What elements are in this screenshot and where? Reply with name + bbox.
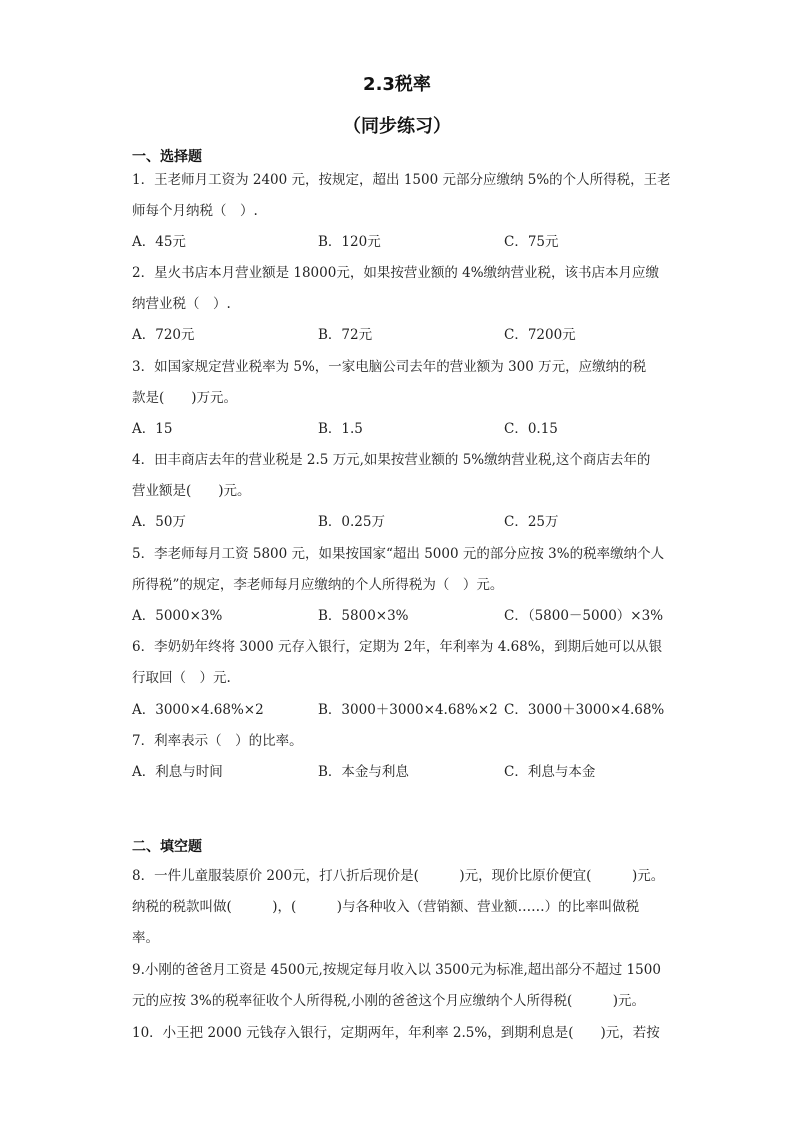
question-1-line-2: 师每个月纳税（ ）. [132, 203, 258, 219]
question-7-line-1: 7．利率表示（ ）的比率。 [132, 733, 303, 749]
page-subtitle: （同步练习） [343, 116, 451, 137]
section-multiple-choice: 一、选择题 [132, 149, 202, 165]
question-3-option-a: A．15 [132, 421, 173, 437]
question-5-option-b: B．5800×3% [318, 608, 409, 624]
question-2-option-b: B．72元 [318, 327, 373, 343]
question-4-option-c: C．25万 [504, 514, 559, 530]
question-5-option-a: A．5000×3% [132, 608, 223, 624]
question-2-line-2: 纳营业税（ ）. [132, 296, 231, 312]
question-3-line-1: 3．如国家规定营业税率为 5%，一家电脑公司去年的营业额为 300 万元，应缴纳的税 [132, 359, 647, 375]
question-7-option-a: A．利息与时间 [132, 764, 223, 780]
question-4-line-1: 4．田丰商店去年的营业税是 2.5 万元,如果按营业额的 5%缴纳营业税,这个商店去年的 [132, 452, 651, 468]
question-1-option-a: A．45元 [132, 234, 186, 250]
question-3-option-c: C．0.15 [504, 421, 558, 437]
section-fill-in-blank: 二、填空题 [132, 839, 202, 855]
question-3-line-2: 款是( )万元。 [132, 390, 238, 406]
question-4-option-a: A．50万 [132, 514, 186, 530]
question-6-option-b: B．3000＋3000×4.68%×2 [318, 702, 498, 718]
question-8-line-3: 率。 [132, 930, 159, 946]
question-1-option-b: B．120元 [318, 234, 381, 250]
question-6-option-c: C．3000＋3000×4.68% [504, 702, 665, 718]
question-2-option-a: A．720元 [132, 327, 195, 343]
question-5-option-c: C．（5800－5000）×3% [504, 608, 664, 624]
question-2-option-c: C．7200元 [504, 327, 576, 343]
question-7-option-b: B．本金与利息 [318, 764, 409, 780]
question-1-option-c: C．75元 [504, 234, 559, 250]
question-2-line-1: 2．星火书店本月营业额是 18000元，如果按营业额的 4%缴纳营业税，该书店本月应缴 [132, 265, 660, 281]
question-7-option-c: C．利息与本金 [504, 764, 596, 780]
question-5-line-1: 5．李老师每月工资 5800 元，如果按国家“超出 5000 元的部分应按 3%的税率缴纳个人 [132, 546, 665, 562]
page-title: 2.3税率 [363, 74, 431, 95]
question-1-line-1: 1．王老师月工资为 2400 元，按规定，超出 1500 元部分应缴纳 5%的个人所得税，王老 [132, 172, 671, 188]
question-8-line-1: 8．一件儿童服装原价 200元，打八折后现价是( )元，现价比原价便宜( )元。 [132, 868, 665, 884]
question-6-line-2: 行取回（ ）元. [132, 670, 231, 686]
question-6-option-a: A．3000×4.68%×2 [132, 702, 264, 718]
question-5-line-2: 所得税”的规定，李老师每月应缴纳的个人所得税为（ ）元。 [132, 577, 504, 593]
question-8-line-2: 纳税的税款叫做( )，( )与各种收入（营销额、营业额……）的比率叫做税 [132, 899, 640, 915]
question-3-option-b: B．1.5 [318, 421, 363, 437]
question-9-line-1: 9.小刚的爸爸月工资是 4500元,按规定每月收入以 3500元为标准,超出部分不超过 1500 [132, 962, 661, 978]
question-4-line-2: 营业额是( )元。 [132, 483, 251, 499]
question-10-line-1: 10．小王把 2000 元钱存入银行，定期两年，年利率 2.5%，到期利息是( )元，若按 [132, 1025, 660, 1041]
question-6-line-1: 6．李奶奶年终将 3000 元存入银行，定期为 2年，年利率为 4.68%，到期后她可以从银 [132, 639, 663, 655]
question-4-option-b: B．0.25万 [318, 514, 385, 530]
question-9-line-2: 元的应按 3%的税率征收个人所得税,小刚的爸爸这个月应缴纳个人所得税( )元。 [132, 993, 646, 1009]
